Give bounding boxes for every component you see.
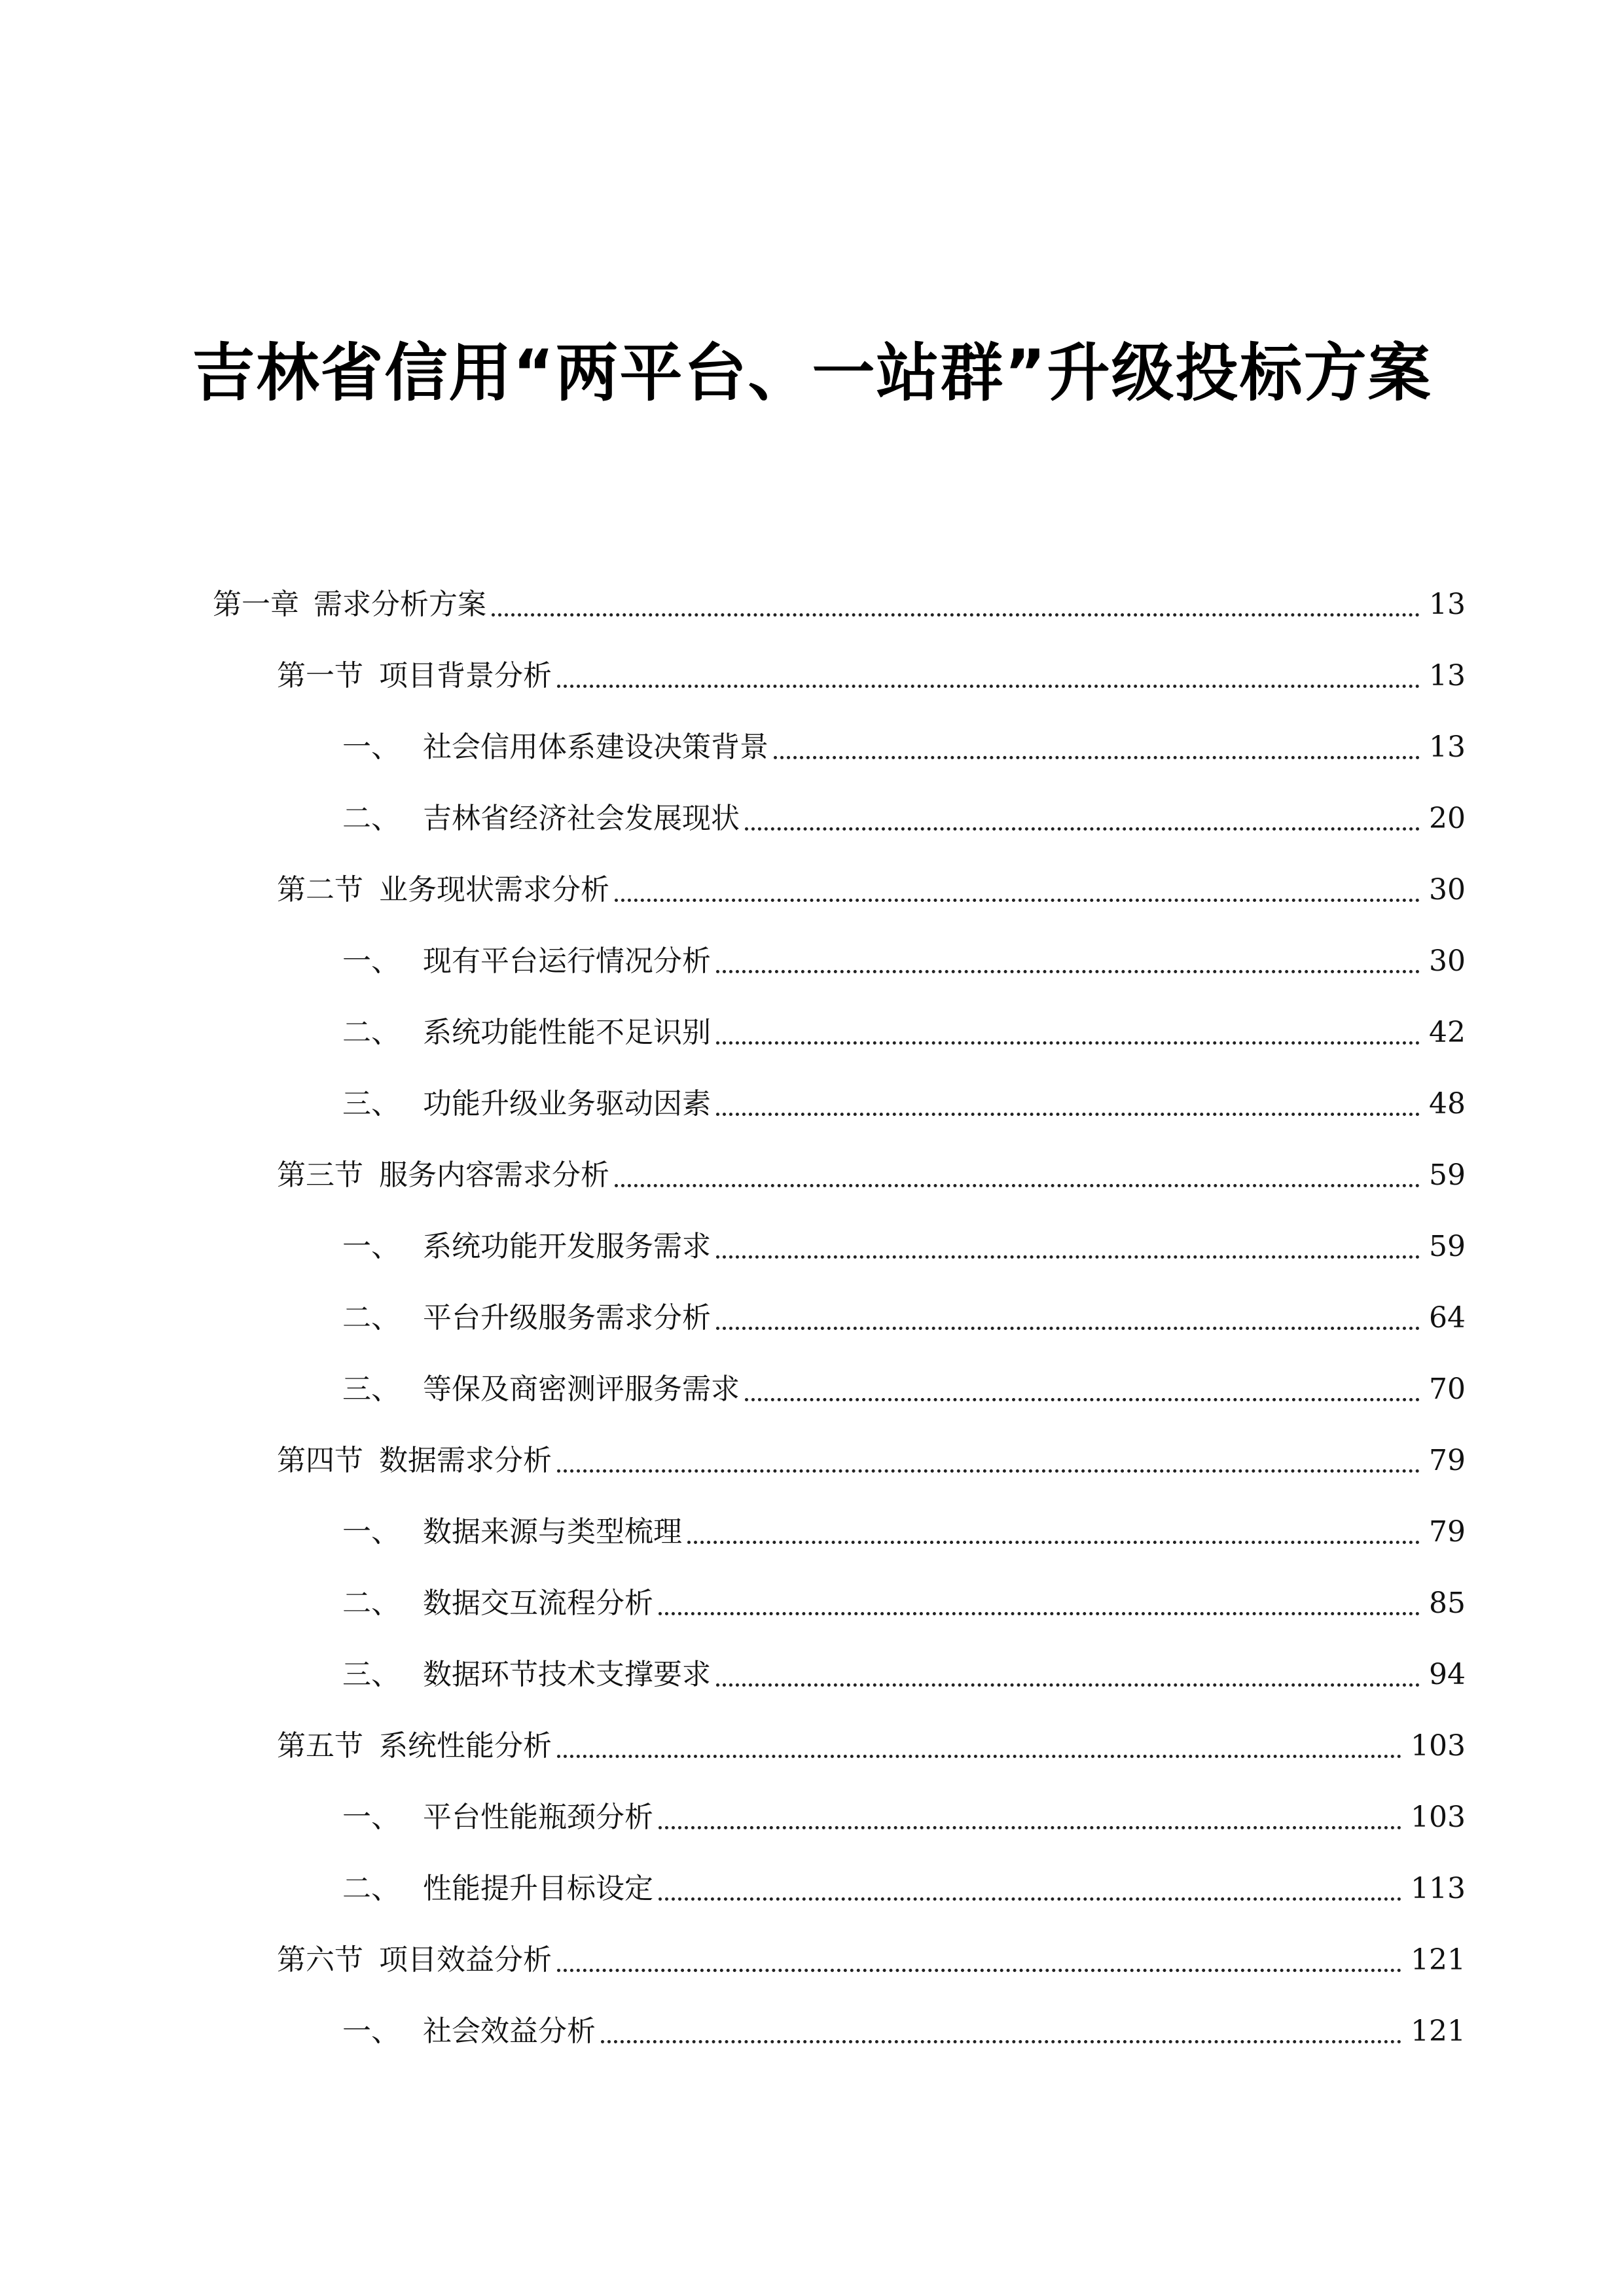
toc-entry-number: 一、 bbox=[342, 944, 400, 978]
toc-entry-number: 二、 bbox=[342, 1587, 400, 1620]
toc-entry[interactable] bbox=[277, 1711, 1466, 1766]
toc-dot-leader bbox=[716, 1113, 1420, 1116]
toc-entry[interactable] bbox=[342, 1568, 1466, 1623]
toc-dot-leader bbox=[745, 827, 1420, 831]
toc-dot-leader bbox=[745, 1398, 1420, 1401]
toc-dot-leader bbox=[659, 1897, 1401, 1901]
toc-entry[interactable] bbox=[342, 1497, 1466, 1552]
toc-dot-leader bbox=[774, 756, 1420, 759]
toc-entry-title: 数据交互流程分析 bbox=[423, 1587, 653, 1620]
toc-entry-title: 系统性能分析 bbox=[379, 1729, 552, 1763]
toc-entry-number: 三、 bbox=[342, 1658, 400, 1691]
toc-entry-page-number: 121 bbox=[1411, 1943, 1466, 1977]
toc-entry-title: 等保及商密测评服务需求 bbox=[423, 1372, 740, 1406]
toc-entry[interactable] bbox=[342, 712, 1466, 767]
toc-entry-number: 一、 bbox=[342, 1230, 400, 1263]
document-title: 吉林省信用“两平台、一站群”升级投标方案 bbox=[192, 336, 1432, 410]
toc-entry-title: 业务现状需求分析 bbox=[379, 873, 609, 906]
toc-entry[interactable] bbox=[342, 926, 1466, 981]
toc-entry-number: 一、 bbox=[342, 1801, 400, 1834]
toc-entry-number: 第三节 bbox=[277, 1158, 363, 1192]
toc-entry-number: 一、 bbox=[342, 730, 400, 764]
toc-dot-leader bbox=[601, 2040, 1401, 2043]
toc-entry[interactable] bbox=[342, 997, 1466, 1052]
toc-entry-title: 系统功能开发服务需求 bbox=[423, 1230, 711, 1263]
toc-entry-page-number: 103 bbox=[1411, 1729, 1466, 1763]
toc-entry-number: 第一章 bbox=[213, 588, 299, 621]
toc-dot-leader bbox=[716, 1683, 1420, 1687]
toc-dot-leader bbox=[687, 1541, 1420, 1544]
toc-entry-number: 第二节 bbox=[277, 873, 363, 906]
toc-entry-number: 第五节 bbox=[277, 1729, 363, 1763]
toc-entry-page-number: 121 bbox=[1411, 2015, 1466, 2048]
toc-entry-page-number: 113 bbox=[1411, 1872, 1466, 1905]
toc-entry[interactable] bbox=[277, 641, 1466, 696]
toc-entry-page-number: 30 bbox=[1429, 944, 1466, 978]
toc-entry-number: 三、 bbox=[342, 1372, 400, 1406]
toc-entry[interactable] bbox=[277, 855, 1466, 910]
toc-entry-page-number: 94 bbox=[1429, 1658, 1466, 1691]
toc-entry-title: 社会信用体系建设决策背景 bbox=[423, 730, 768, 764]
toc-entry-number: 第四节 bbox=[277, 1444, 363, 1477]
toc-entry[interactable] bbox=[342, 1640, 1466, 1695]
toc-entry[interactable] bbox=[342, 1996, 1466, 2051]
toc-dot-leader bbox=[716, 970, 1420, 973]
toc-entry-page-number: 70 bbox=[1429, 1372, 1466, 1406]
toc-dot-leader bbox=[615, 1184, 1420, 1187]
toc-dot-leader bbox=[716, 1041, 1420, 1045]
toc-entry-page-number: 103 bbox=[1411, 1801, 1466, 1834]
toc-entry-page-number: 13 bbox=[1429, 730, 1466, 764]
toc-entry-title: 现有平台运行情况分析 bbox=[423, 944, 711, 978]
toc-entry-page-number: 30 bbox=[1429, 873, 1466, 906]
toc-entry[interactable] bbox=[342, 1069, 1466, 1124]
toc-entry-number: 二、 bbox=[342, 1016, 400, 1049]
toc-entry-title: 系统功能性能不足识别 bbox=[423, 1016, 711, 1049]
toc-dot-leader bbox=[557, 685, 1420, 688]
toc-entry[interactable] bbox=[213, 569, 1466, 624]
toc-entry-page-number: 42 bbox=[1429, 1016, 1466, 1049]
toc-entry-title: 功能升级业务驱动因素 bbox=[423, 1087, 711, 1121]
toc-entry[interactable] bbox=[342, 1354, 1466, 1409]
toc-entry[interactable] bbox=[277, 1140, 1466, 1195]
toc-entry[interactable] bbox=[342, 1782, 1466, 1837]
toc-entry-title: 项目背景分析 bbox=[379, 659, 552, 692]
toc-dot-leader bbox=[557, 1755, 1401, 1758]
toc-entry-title: 项目效益分析 bbox=[379, 1943, 552, 1977]
toc-entry-number: 三、 bbox=[342, 1087, 400, 1121]
toc-entry-number: 一、 bbox=[342, 1515, 400, 1549]
toc-entry-title: 平台性能瓶颈分析 bbox=[423, 1801, 653, 1834]
toc-entry-number: 二、 bbox=[342, 802, 400, 835]
toc-entry-title: 吉林省经济社会发展现状 bbox=[423, 802, 740, 835]
toc-entry-page-number: 79 bbox=[1429, 1515, 1466, 1549]
toc-entry-page-number: 13 bbox=[1429, 659, 1466, 692]
toc-dot-leader bbox=[716, 1255, 1420, 1259]
toc-entry-number: 二、 bbox=[342, 1872, 400, 1905]
toc-entry[interactable] bbox=[277, 1925, 1466, 1980]
toc-entry-title: 平台升级服务需求分析 bbox=[423, 1301, 711, 1335]
toc-entry-number: 二、 bbox=[342, 1301, 400, 1335]
toc-entry-page-number: 59 bbox=[1429, 1158, 1466, 1192]
toc-entry[interactable] bbox=[342, 1854, 1466, 1909]
toc-entry-page-number: 48 bbox=[1429, 1087, 1466, 1121]
toc-dot-leader bbox=[716, 1327, 1420, 1330]
toc-entry[interactable] bbox=[342, 783, 1466, 838]
toc-entry-page-number: 79 bbox=[1429, 1444, 1466, 1477]
toc-entry-number: 第一节 bbox=[277, 659, 363, 692]
toc-entry-title: 数据需求分析 bbox=[379, 1444, 552, 1477]
toc-entry[interactable] bbox=[277, 1426, 1466, 1480]
toc-entry-page-number: 20 bbox=[1429, 802, 1466, 835]
toc-entry-page-number: 64 bbox=[1429, 1301, 1466, 1335]
toc-dot-leader bbox=[492, 613, 1420, 617]
toc-entry-title: 社会效益分析 bbox=[423, 2015, 596, 2048]
toc-dot-leader bbox=[557, 1469, 1420, 1473]
toc-entry-number: 一、 bbox=[342, 2015, 400, 2048]
toc-entry-title: 服务内容需求分析 bbox=[379, 1158, 609, 1192]
toc-dot-leader bbox=[615, 899, 1420, 902]
toc-entry-page-number: 13 bbox=[1429, 588, 1466, 621]
toc-entry-title: 数据来源与类型梳理 bbox=[423, 1515, 682, 1549]
toc-entry[interactable] bbox=[342, 1211, 1466, 1266]
toc-entry-title: 数据环节技术支撑要求 bbox=[423, 1658, 711, 1691]
toc-entry-title: 性能提升目标设定 bbox=[423, 1872, 653, 1905]
toc-entry[interactable] bbox=[342, 1283, 1466, 1338]
toc-dot-leader bbox=[557, 1969, 1401, 1972]
toc-entry-page-number: 59 bbox=[1429, 1230, 1466, 1263]
toc-entry-title: 需求分析方案 bbox=[314, 588, 486, 621]
toc-entry-number: 第六节 bbox=[277, 1943, 363, 1977]
toc-dot-leader bbox=[659, 1612, 1420, 1615]
toc-entry-page-number: 85 bbox=[1429, 1587, 1466, 1620]
toc-dot-leader bbox=[659, 1826, 1401, 1829]
